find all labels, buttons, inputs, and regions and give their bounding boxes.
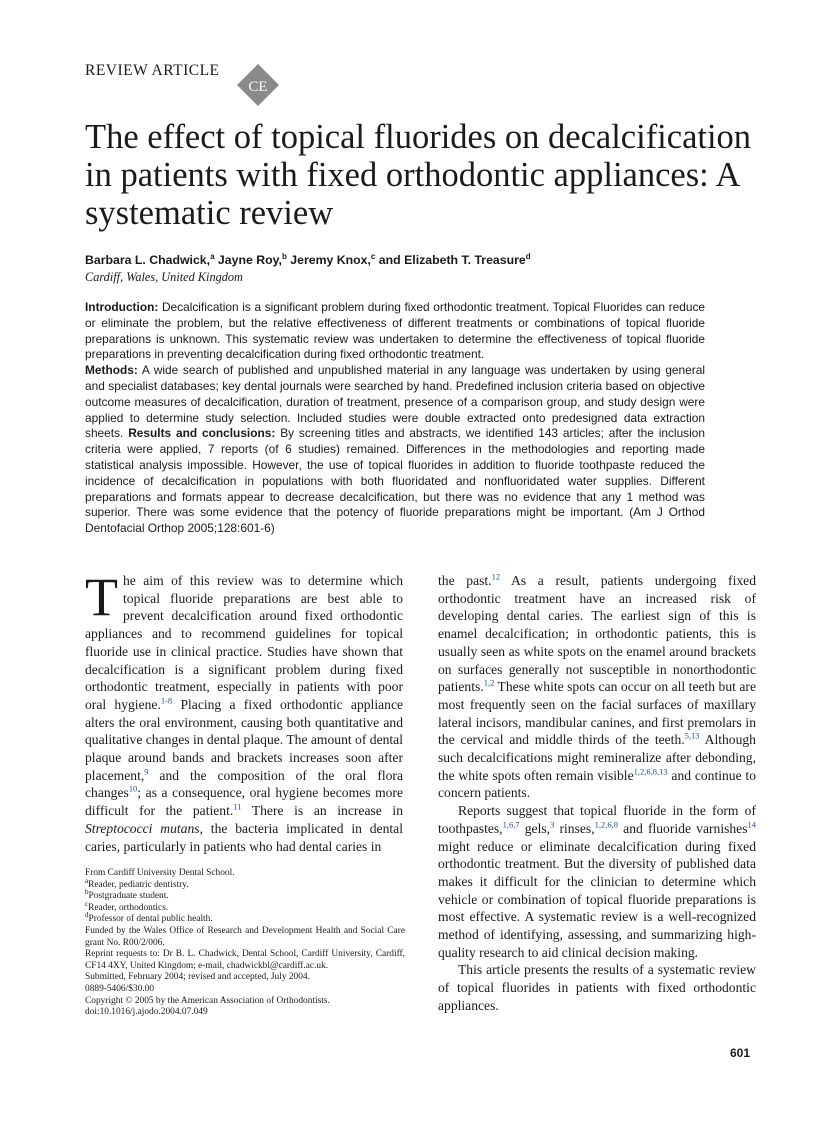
author-name: Barbara L. Chadwick, (85, 253, 211, 268)
abstract-methods-text: A wide search of published and unpublished material in any language was undertaken by using general and specialist databases; key dental journals were searched by hand. Predefined inclusion criteria based on objective outcome measures of decalcification, duration of treatment, presence of a comparison group, and study design were applied to determine study selection. Included studies were double extracted onto predesigned data extraction sheets. (85, 363, 705, 441)
reference-link[interactable]: 3 (550, 819, 555, 830)
footnote-mark: b (85, 888, 89, 897)
doi: doi:10.1016/j.ajodo.2004.07.049 (85, 1007, 208, 1018)
body-text: he aim of this review was to determine which topical fluoride preparations are best able to prevent decalcification around fixed orthodontic appliances and to recommend guidelines for topical fluoride use in clinical practice. Studies have shown that decalcification is a significant problem during fixed orthodontic treatment, especially in patients with poor oral hygiene. (85, 573, 403, 712)
body-text: gels, (519, 820, 551, 836)
abstract (85, 300, 705, 537)
footnote: Submitted, February 2004; revised and accepted, July 2004. (85, 972, 310, 983)
abstract-results-label: Results and conclusions: (128, 426, 276, 441)
reference-link[interactable]: 1,2,6,8 (594, 819, 618, 830)
body-text: and fluoride varnishes (617, 820, 748, 836)
reference-link[interactable]: 5,13 (684, 730, 700, 741)
body-text: Placing a fixed orthodontic appliance alters the oral environment, causing both quantitative and qualitative changes in dental plaque. The amount of dental plaque around bands and brackets increases soon after placement, (85, 696, 404, 783)
footnote (85, 899, 405, 915)
body-text: These white spots can occur on all teeth but are most frequently seen on the facial surfaces of maxillary lateral incisors, mandibular canines, and first premolars in the cervical and middle thirds of the teeth. (438, 679, 756, 748)
reference-link[interactable]: 14 (747, 819, 757, 830)
drop-cap: T (85, 567, 118, 627)
body-text: Although such decalcifications might remineralize after debonding, the white spots often remain visible (438, 732, 756, 783)
reference-link[interactable]: 10 (128, 783, 138, 794)
abstract-methods-label: Methods: (85, 363, 138, 378)
author-affiliation-mark: b (281, 252, 287, 261)
reference-link[interactable]: 12 (491, 571, 501, 582)
author-affiliation-mark: c (370, 252, 376, 261)
abstract-intro-text: Decalcification is a significant problem during fixed orthodontic treatment. Topical Fluorides can reduce or eliminate the problem, but the relative effectiveness of different treatments or combinations of topical fluoride preparations is unknown. This systematic review was undertaken to determine the effectiveness of topical fluoride preparations in preventing decalcification during fixed orthodontic treatment. (85, 300, 705, 362)
footnotes (85, 868, 405, 1019)
ce-badge-text: CE (248, 79, 268, 95)
body-text: and continue to concern patients. (438, 767, 756, 801)
footnote-mark: d (85, 911, 89, 920)
body-column-left (85, 567, 404, 855)
footnote-text: Reader, orthodontics. (88, 902, 169, 913)
footnote-reprint: Reprint requests to: Dr B. L. Chadwick, Dental School, Cardiff University, Cardiff, CF14 4XY, United Kingdom; e-mail, chadwickbl@cardiff.ac.uk. (85, 949, 405, 971)
body-paragraph: This article presents the results of a systematic review of topical fluorides in patients with fixed orthodontic appliances. (438, 962, 756, 1013)
reference-link[interactable]: 9 (144, 766, 149, 777)
body-column-right (438, 572, 756, 1015)
ce-badge-icon (236, 63, 280, 107)
footnote-mark: c (85, 899, 89, 908)
body-paragraph (438, 572, 756, 802)
footnote-mark: a (85, 876, 89, 885)
author-name: Jayne Roy, (214, 253, 282, 268)
footnote-text: Postgraduate student. (88, 891, 169, 902)
reference-link[interactable]: 1,2 (483, 677, 495, 688)
author-affiliation-mark: d (525, 252, 531, 261)
footnote (85, 911, 405, 926)
footnote: 0889-5406/$30.00 (85, 983, 155, 994)
article-title: The effect of topical fluorides on decalcification in patients with fixed orthodontic appliances: A systematic review (85, 118, 752, 232)
affiliation: Cardiff, Wales, United Kingdom (85, 270, 243, 284)
reference-link[interactable]: 1-8 (160, 695, 173, 706)
body-text: and the composition of the oral flora changes (85, 767, 403, 801)
footnote: Funded by the Wales Office of Research and Development Health and Social Care grant No. R00/2/006. (85, 925, 405, 948)
page-number: 601 (730, 1046, 751, 1060)
footnote-text: Professor of dental public health. (88, 914, 213, 925)
footnote: Copyright © 2005 by the American Association of Orthodontists. (85, 995, 330, 1006)
footnote-text: Reader, pediatric dentistry. (88, 879, 189, 890)
body-text: Reports suggest that topical fluoride in the form of toothpastes, (438, 803, 756, 836)
body-text: the past. (438, 573, 492, 588)
body-text: rinses, (554, 820, 595, 836)
author-affiliation-mark: a (210, 252, 215, 261)
footnote: From Cardiff University Dental School. (85, 868, 235, 878)
body-text: might reduce or eliminate decalcification during fixed orthodontic treatment. But the diversity of published data makes it difficult for the clinician to determine which vehicle or combination of topical fluoride preparations is most effective. A systematic review is a well-recognized method of identifying, assessing, and summarizing high-quality research to aid clinical decision making. (438, 838, 756, 960)
body-text: There is an increase in (241, 803, 404, 819)
footnote (85, 876, 405, 892)
species-name: Streptococci mutans (85, 820, 200, 836)
abstract-intro-label: Introduction: (85, 300, 159, 314)
author-name: and Elizabeth T. Treasure (375, 253, 526, 268)
section-label: REVIEW ARTICLE (85, 62, 220, 79)
reference-link[interactable]: 1,2,6,8,13 (633, 766, 668, 777)
body-paragraph (85, 567, 404, 855)
footnote (85, 888, 405, 903)
author-list (85, 252, 531, 267)
reference-link[interactable]: 11 (233, 801, 242, 812)
author-name: Jeremy Knox, (286, 253, 371, 268)
body-text: As a result, patients undergoing fixed orthodontic treatment have an increased risk of developing dental caries. The earliest sign of this is enamel decalcification; in orthodontic patients, this is usually seen as white spots on the enamel around brackets on surfaces generally not susceptible in nonorthodontic patients. (438, 573, 756, 695)
reference-link[interactable]: 1,6,7 (502, 819, 520, 830)
body-text: , the bacteria implicated in dental caries, particularly in patients who had dental caries in (85, 820, 403, 854)
body-paragraph (438, 802, 756, 961)
body-text: ; as a consequence, oral hygiene becomes more difficult for the patient. (85, 785, 403, 819)
abstract-results-text: By screening titles and abstracts, we identified 143 articles; after the inclusion criteria were applied, 7 reports (of 6 studies) remained. Differences in the methodologies and reporting made statistical analysis impossible. However, the use of topical fluorides in addition to fluoride toothpaste reduced the incidence of decalcification in populations with both fluoridated and nonfluoridated water supplies. Different preparations and formats appear to decrease decalcification, but there was no evidence that any 1 method was superior. There was some evidence that the potency of fluoride preparations might be important. (Am J Orthod Dentofacial Orthop 2005;128:601-6) (85, 426, 705, 536)
